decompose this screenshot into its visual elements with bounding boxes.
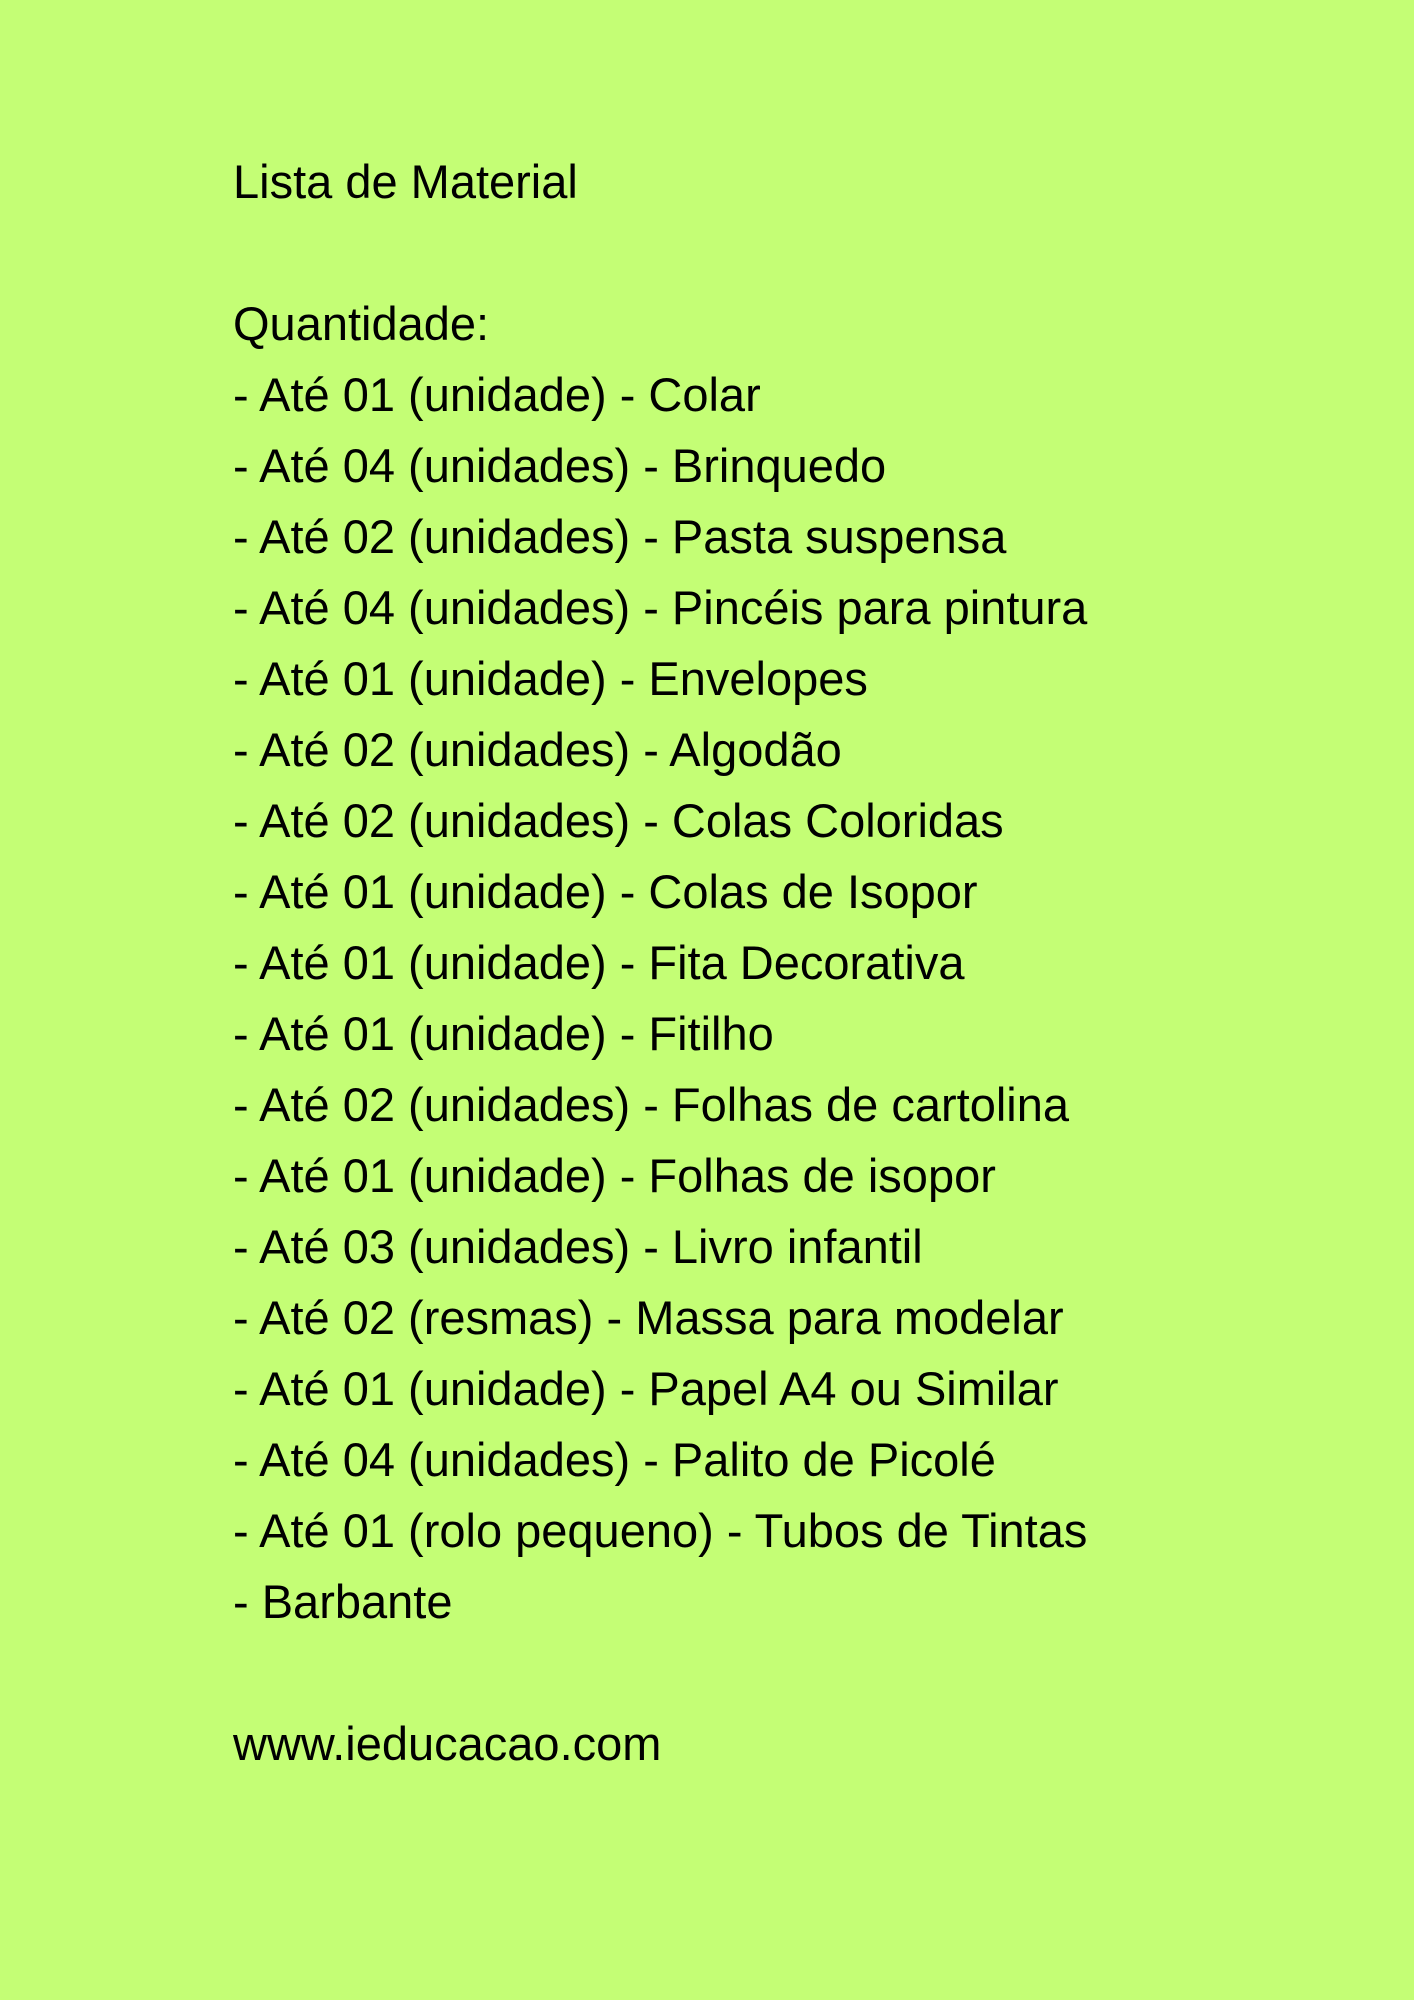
- list-item: - Barbante: [233, 1575, 453, 1628]
- document-title: Lista de Material: [233, 155, 578, 208]
- list-item: - Até 01 (unidade) - Colar: [233, 368, 761, 421]
- list-item: - Até 02 (unidades) - Colas Coloridas: [233, 794, 1004, 847]
- list-item: - Até 02 (unidades) - Folhas de cartolina: [233, 1078, 1070, 1131]
- list-item: - Até 02 (unidades) - Pasta suspensa: [233, 510, 1007, 563]
- list-item: - Até 01 (unidade) - Fita Decorativa: [233, 936, 965, 989]
- material-list: [233, 359, 1333, 1637]
- list-item: - Até 02 (unidades) - Algodão: [233, 723, 842, 776]
- blank-line: [233, 1637, 1333, 1708]
- list-item: - Até 01 (unidade) - Colas de Isopor: [233, 865, 978, 918]
- footer-url: www.ieducacao.com: [233, 1717, 662, 1770]
- list-item: - Até 01 (unidade) - Folhas de isopor: [233, 1149, 996, 1202]
- list-item: - Até 01 (unidade) - Fitilho: [233, 1007, 774, 1060]
- list-item: - Até 03 (unidades) - Livro infantil: [233, 1220, 923, 1273]
- list-item: - Até 02 (resmas) - Massa para modelar: [233, 1291, 1064, 1344]
- list-item: - Até 04 (unidades) - Palito de Picolé: [233, 1433, 996, 1486]
- list-item: - Até 01 (unidade) - Envelopes: [233, 652, 868, 705]
- quantity-heading: Quantidade:: [233, 297, 490, 350]
- list-item: - Até 04 (unidades) - Pincéis para pintura: [233, 581, 1088, 634]
- document-content: [233, 146, 1333, 1779]
- blank-line: [233, 217, 1333, 288]
- list-item: - Até 04 (unidades) - Brinquedo: [233, 439, 887, 492]
- list-item: - Até 01 (unidade) - Papel A4 ou Similar: [233, 1362, 1059, 1415]
- list-item: - Até 01 (rolo pequeno) - Tubos de Tintas: [233, 1504, 1088, 1557]
